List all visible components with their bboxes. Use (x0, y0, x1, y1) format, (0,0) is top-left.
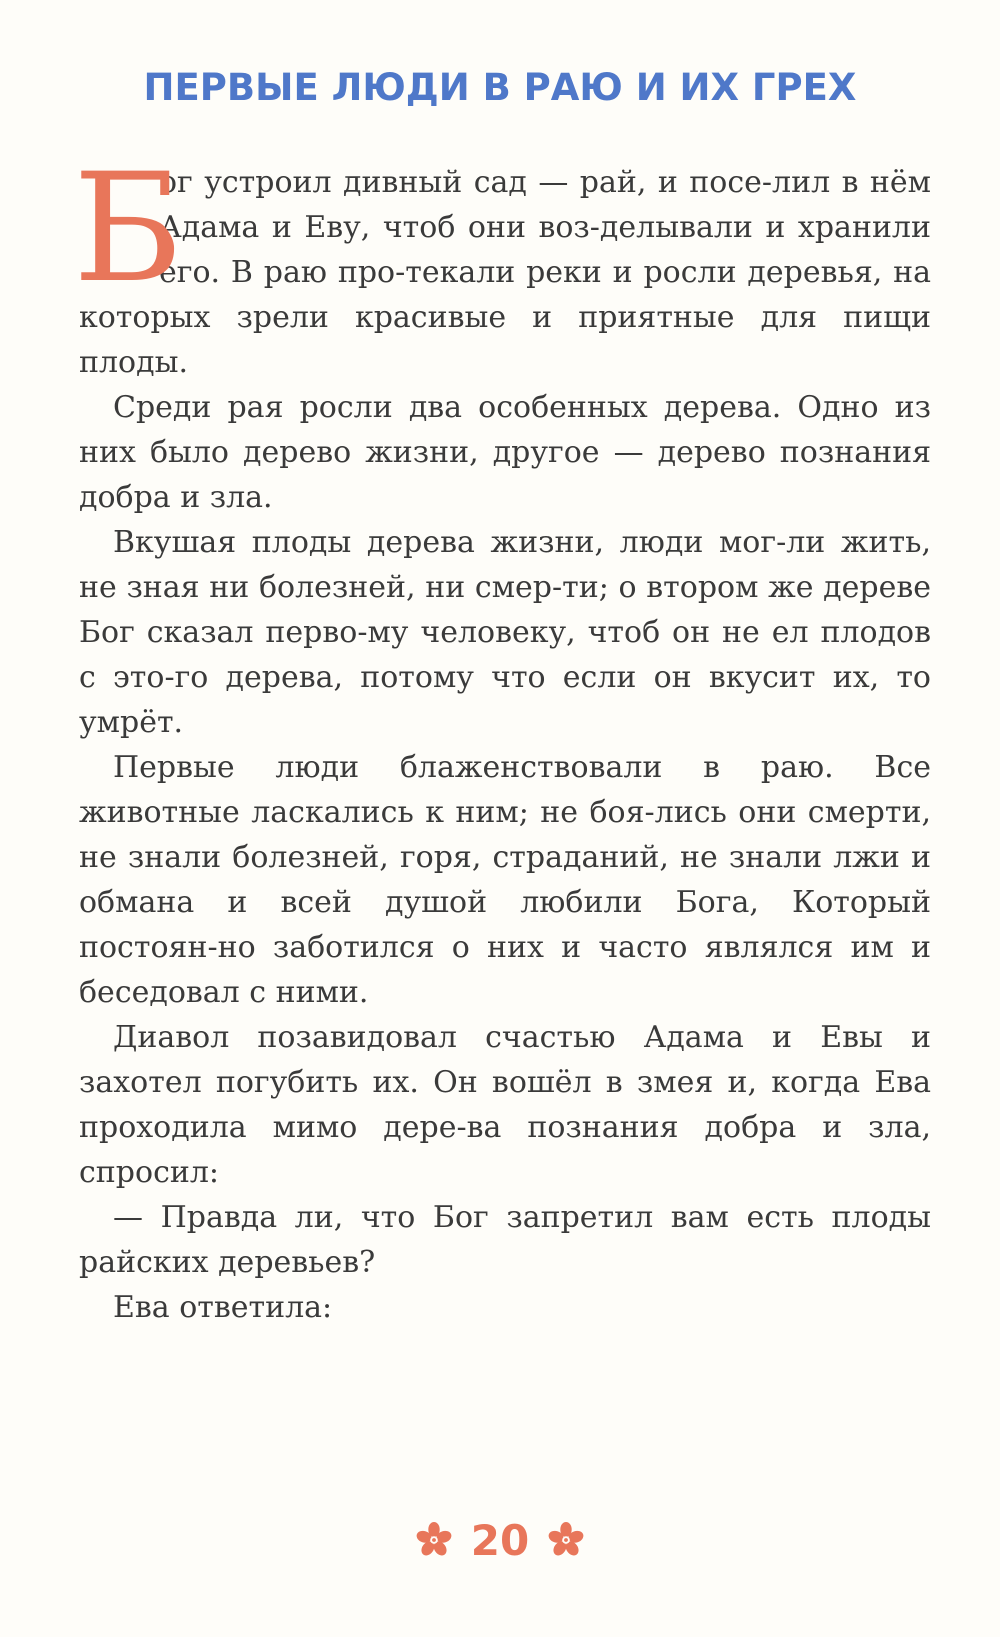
paragraph-4: Первые люди блаженствовали в раю. Все животные ласкались к ним; не боя-лись они смерти, не знали болезней, горя, страданий, не знали лжи и обмана и всей душой любили Бога, Который постоян-но заботился о них и часто являлся им и беседовал с ними. (79, 750, 931, 1010)
paragraph-7: Ева ответила: (113, 1290, 333, 1325)
chapter-title: ПЕРВЫЕ ЛЮДИ В РАЮ И ИХ ГРЕХ (143, 66, 857, 109)
paragraph-1-text: ог устроил дивный сад — рай, и посе-лил в нём Адама и Еву, чтоб они воз-делывали и хранили его. В раю про-текали реки и росли деревья, на которых зрели красивые и приятные для пищи плоды. (79, 165, 931, 380)
flower-ornament-icon (415, 1521, 453, 1559)
paragraph-6: — Правда ли, что Бог запретил вам есть плоды райских деревьев? (79, 1200, 931, 1280)
drop-cap (73, 142, 184, 316)
body-text (73, 142, 931, 1330)
paragraph-5: Диавол позавидовал счастью Адама и Евы и захотел погубить их. Он вошёл в змея и, когда Ева проходила мимо дере-ва познания добра и зла, спросил: (79, 1020, 931, 1190)
page-number: 20 (470, 1515, 530, 1565)
paragraph-1 (73, 142, 931, 385)
page-footer (0, 1510, 1000, 1570)
paragraph-2: Среди рая росли два особенных дерева. Одно из них было дерево жизни, другое — дерево познания добра и зла. (79, 390, 931, 515)
flower-ornament-icon (547, 1521, 585, 1559)
drop-cap-letter: Б (73, 142, 184, 316)
paragraph-3: Вкушая плоды дерева жизни, люди мог-ли жить, не зная ни болезней, ни смер-ти; о втором же дереве Бог сказал перво-му человеку, чтоб он не ел плодов с это-го дерева, потому что если он вкусит их, то умрёт. (79, 525, 931, 740)
